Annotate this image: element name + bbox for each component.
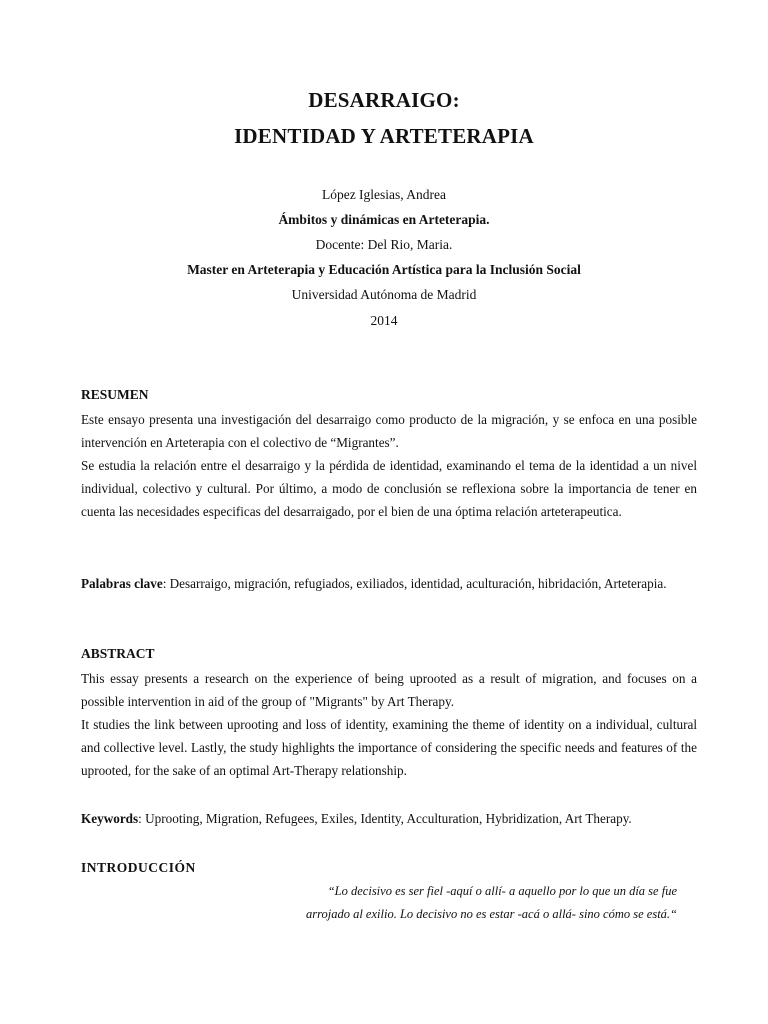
abstract-body xyxy=(81,667,697,782)
palabras-clave xyxy=(81,572,697,595)
abstract-paragraph-2: It studies the link between uprooting and loss of identity, examining the theme of identity on a individual, cultural and collective level. Lastly, the study highlights the importance of considering the specific needs and features of the uprooted, for the sake of an optimal Art-Therapy relationship. xyxy=(81,717,697,778)
resumen-body xyxy=(81,408,697,523)
resumen-paragraph-1: Este ensayo presenta una investigación del desarraigo como producto de la migración, y se enfoca en una posible intervención en Arteterapia con el colectivo de “Migrantes”. xyxy=(81,412,697,450)
teacher: Docente: Del Rio, Maria. xyxy=(315,237,453,252)
resumen-heading: RESUMEN xyxy=(81,387,149,402)
title-line-1: DESARRAIGO: xyxy=(308,88,460,112)
keywords-label: Keywords xyxy=(81,811,139,826)
quote-line-2: arrojado al exilio. Lo decisivo no es estar -acá o allá- sino cómo se está.“ xyxy=(305,907,677,921)
palabras-clave-label: Palabras clave xyxy=(81,576,163,591)
title-line-2: IDENTIDAD Y ARTETERAPIA xyxy=(234,124,534,148)
epigraph-quote xyxy=(257,880,677,926)
introduccion-heading: INTRODUCCIÓN xyxy=(81,860,196,875)
keywords xyxy=(81,807,697,830)
program: Master en Arteterapia y Educación Artística para la Inclusión Social xyxy=(187,262,581,277)
university: Universidad Autónoma de Madrid xyxy=(291,287,477,302)
subject: Ámbitos y dinámicas en Arteterapia. xyxy=(278,212,490,227)
palabras-clave-text: : Desarraigo, migración, refugiados, exiliados, identidad, aculturación, hibridación, Arteterapia. xyxy=(162,576,667,591)
abstract-heading: ABSTRACT xyxy=(81,646,155,661)
resumen-paragraph-2: Se estudia la relación entre el desarraigo y la pérdida de identidad, examinando el tema de la identidad a un nivel individual, colectivo y cultural. Por último, a modo de conclusión se reflexiona sobre la importancia de tener en cuenta las necesidades especificas del desarraigado, por el bien de una óptima relación arteterapeutica. xyxy=(81,458,697,519)
author: López Iglesias, Andrea xyxy=(321,187,447,202)
abstract-paragraph-1: This essay presents a research on the experience of being uprooted as a result of migration, and focuses on a possible intervention in aid of the group of "Migrants" by Art Therapy. xyxy=(81,671,697,709)
quote-line-1: “Lo decisivo es ser fiel -aquí o allí- a aquello por lo que un día se fue xyxy=(327,884,677,898)
year: 2014 xyxy=(370,313,398,328)
keywords-text: : Uprooting, Migration, Refugees, Exiles, Identity, Acculturation, Hybridization, Art Therapy. xyxy=(138,811,632,826)
